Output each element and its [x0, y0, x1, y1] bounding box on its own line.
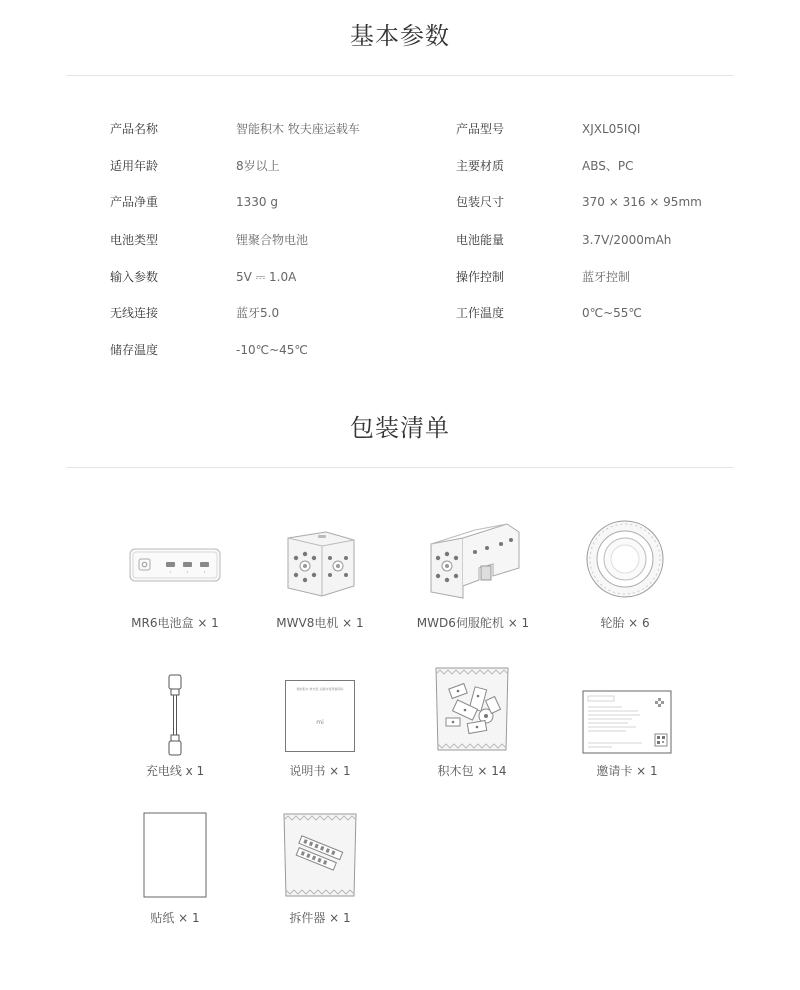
- packing-item-invitation-card: [547, 690, 707, 754]
- spec-label: 包装尺寸: [456, 195, 505, 209]
- svg-text:1: 1: [169, 570, 172, 574]
- spec-label: 产品名称: [110, 122, 159, 136]
- spec-value: 1330 g: [236, 195, 278, 209]
- spec-value: 370 × 316 × 95mm: [582, 195, 702, 209]
- packing-item-motor: [240, 528, 400, 600]
- packing-item-label: MR6电池盒 × 1: [131, 616, 219, 630]
- spec-value: -10℃~45℃: [236, 343, 308, 357]
- packing-item-label: 邀请卡 × 1: [596, 764, 658, 778]
- block-bag-icon: [432, 664, 512, 754]
- spec-label: 适用年龄: [110, 159, 159, 173]
- spec-label: 电池能量: [456, 233, 505, 247]
- spec-label: 产品净重: [110, 195, 159, 209]
- spec-value: 8岁以上: [236, 159, 280, 173]
- packing-item-label: 说明书 × 1: [289, 764, 351, 778]
- packing-item-tire: [545, 519, 705, 599]
- spec-label: 产品型号: [456, 122, 505, 136]
- packing-item-label: 拆件器 × 1: [289, 911, 351, 925]
- packing-item-label: MWD6伺服舵机 × 1: [416, 616, 530, 630]
- motor-icon: [280, 528, 360, 600]
- packing-item-part-remover: [240, 810, 400, 900]
- packing-item-sticker: [95, 812, 255, 898]
- sticker-icon: [143, 812, 207, 898]
- packing-item-cable: [95, 673, 255, 759]
- tire-icon: [585, 519, 665, 599]
- spec-value: 蓝牙5.0: [236, 306, 280, 320]
- packing-list-divider: [66, 467, 734, 468]
- spec-value: 锂聚合物电池: [236, 233, 309, 247]
- packing-item-label: 轮胎 × 6: [600, 616, 650, 630]
- invitation-card-icon: [582, 690, 672, 754]
- manual-icon: [285, 680, 355, 752]
- packing-item-servo: [393, 518, 553, 602]
- spec-value: 5V ⎓ 1.0A: [236, 270, 297, 284]
- cable-icon: [160, 673, 190, 759]
- spec-label: 电池类型: [110, 233, 159, 247]
- packing-item-label: MWV8电机 × 1: [276, 616, 364, 630]
- spec-label: 主要材质: [456, 159, 505, 173]
- spec-value: ABS、PC: [582, 159, 634, 173]
- basic-params-title: 基本参数: [350, 22, 450, 50]
- packing-item-label: 贴纸 × 1: [150, 911, 200, 925]
- spec-label: 工作温度: [456, 306, 505, 320]
- packing-item-block-bag: [392, 664, 552, 754]
- packing-item-label: 充电线 x 1: [145, 764, 205, 778]
- spec-label: 储存温度: [110, 343, 159, 357]
- packing-list-title: 包装清单: [350, 414, 450, 442]
- basic-params-divider: [66, 75, 734, 76]
- spec-value: XJXL05IQI: [582, 122, 641, 136]
- spec-value: 3.7V/2000mAh: [582, 233, 672, 247]
- packing-item-battery-box: [95, 548, 255, 582]
- spec-label: 输入参数: [110, 270, 159, 284]
- servo-icon: [423, 518, 523, 602]
- spec-value: 蓝牙控制: [582, 270, 631, 284]
- packing-item-manual: [240, 680, 400, 752]
- spec-label: 操作控制: [456, 270, 505, 284]
- battery-box-icon: [129, 548, 221, 582]
- manual-cover-text: 智能积木 牧夫座 运载车使用说明书: [296, 687, 344, 691]
- spec-value: 0℃~55℃: [582, 306, 642, 320]
- packing-item-label: 积木包 × 14: [437, 764, 507, 778]
- manual-logo: mi: [316, 719, 324, 726]
- spec-value: 智能积木 牧夫座运载车: [236, 122, 360, 136]
- svg-text:3: 3: [203, 570, 206, 574]
- svg-text:2: 2: [186, 570, 189, 574]
- part-remover-icon: [280, 810, 360, 900]
- spec-label: 无线连接: [110, 306, 159, 320]
